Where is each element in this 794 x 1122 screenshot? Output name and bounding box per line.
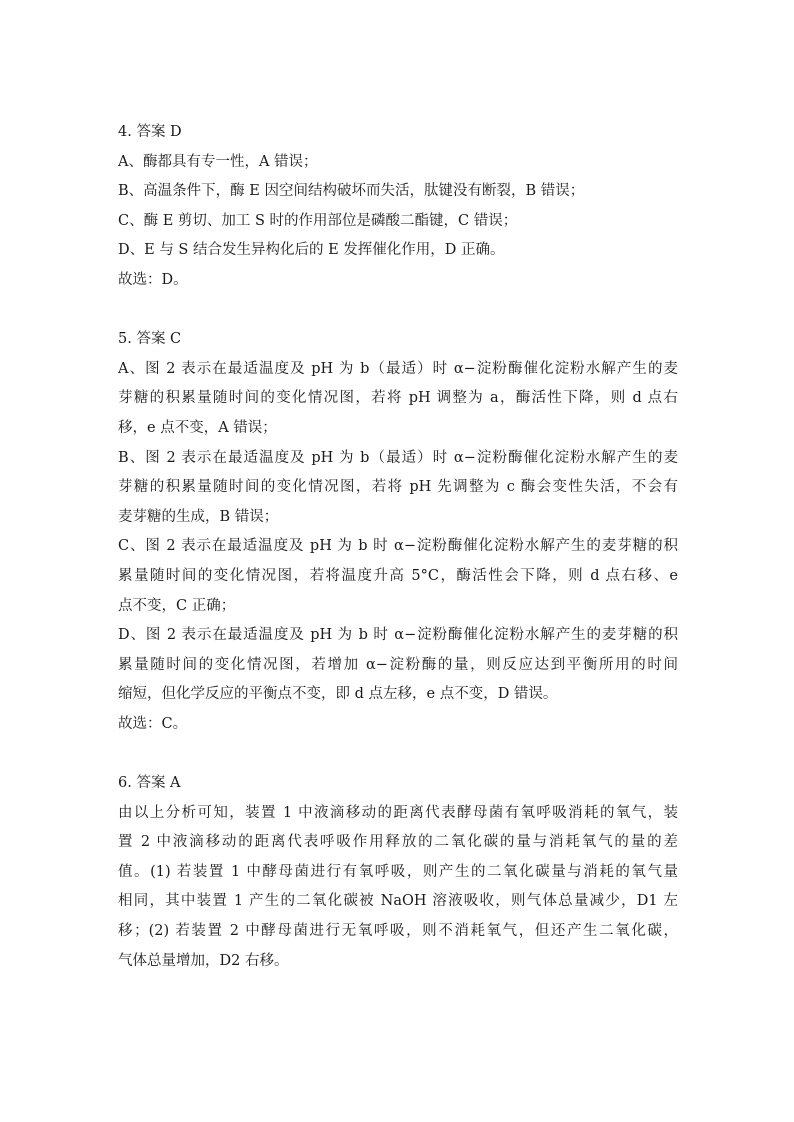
option-a-explanation-line: 移，e 点不变，A 错误； xyxy=(118,419,277,436)
section-gap xyxy=(118,296,678,326)
option-b-explanation-line: 芽糖的积累量随时间的变化情况图，若将 pH 先调整为 c 酶会变性失活，不会有 xyxy=(118,479,678,496)
option-b-explanation-line: B、图 2 表示在最适温度及 pH 为 b（最适）时 α−淀粉酶催化淀粉水解产生的麦 xyxy=(118,449,678,466)
option-b-explanation-line: 麦芽糖的生成，B 错误； xyxy=(118,508,279,525)
option-a-explanation-line: A、图 2 表示在最适温度及 pH 为 b（最适）时 α−淀粉酶催化淀粉水解产生的麦 xyxy=(118,360,678,377)
explanation-line: 置 2 中液滴移动的距离代表呼吸作用释放的二氧化碳的量与消耗氧气的量的差 xyxy=(118,834,678,851)
answer-heading: 6. 答案 A xyxy=(118,775,181,792)
option-d-explanation-line: 缩短，但化学反应的平衡点不变，即 d 点左移，e 点不变，D 错误。 xyxy=(118,686,558,703)
explanation-line: 相同，其中装置 1 产生的二氧化碳被 NaOH 溶液吸收，则气体总量减少，D1 左 xyxy=(118,893,678,910)
section-gap xyxy=(118,739,678,769)
answer-heading: 4. 答案 D xyxy=(118,124,182,140)
option-d-explanation-line: 累量随时间的变化情况图，若增加 α−淀粉酶的量，则反应达到平衡所用的时间 xyxy=(118,656,678,673)
option-d-explanation: D、E 与 S 结合发生异构化后的 E 发挥催化作用，D 正确。 xyxy=(118,242,505,259)
explanation-line: 移；(2) 若装置 2 中酵母菌进行无氧呼吸，则不消耗氧气，但还产生二氧化碳， xyxy=(118,923,678,940)
option-b-explanation: B、高温条件下，酶 E 因空间结构破坏而失活，肽键没有断裂，B 错误； xyxy=(118,183,585,200)
answer-choice: 故选：D。 xyxy=(118,271,188,288)
explanation-line: 由以上分析可知，装置 1 中液滴移动的距离代表酵母菌有氧呼吸消耗的氧气，装 xyxy=(118,804,678,821)
answer-choice: 故选：C。 xyxy=(118,715,188,732)
option-c-explanation-line: 点不变，C 正确； xyxy=(118,597,236,614)
answer-section-5 xyxy=(118,325,678,739)
option-a-explanation-line: 芽糖的积累量随时间的变化情况图，若将 pH 调整为 a，酶活性下降，则 d 点右 xyxy=(118,390,678,407)
document-page xyxy=(118,118,678,976)
explanation-line: 值。(1) 若装置 1 中酵母菌进行有氧呼吸，则产生的二氧化碳量与消耗的氧气量 xyxy=(118,863,678,880)
option-c-explanation-line: C、图 2 表示在最适温度及 pH 为 b 时 α−淀粉酶催化淀粉水解产生的麦芽糖的积 xyxy=(118,538,678,555)
answer-section-6 xyxy=(118,769,678,976)
answer-heading: 5. 答案 C xyxy=(118,331,182,348)
option-a-explanation: A、酶都具有专一性，A 错误； xyxy=(118,153,318,170)
option-d-explanation-line: D、图 2 表示在最适温度及 pH 为 b 时 α−淀粉酶催化淀粉水解产生的麦芽糖的积 xyxy=(118,627,678,644)
option-c-explanation-line: 累量随时间的变化情况图，若将温度升高 5°C，酶活性会下降，则 d 点右移、e xyxy=(118,567,678,584)
option-c-explanation: C、酶 E 剪切、加工 S 时的作用部位是磷酸二酯键，C 错误； xyxy=(118,212,518,229)
answer-section-4 xyxy=(118,118,678,296)
explanation-line: 气体总量增加，D2 右移。 xyxy=(118,952,289,969)
